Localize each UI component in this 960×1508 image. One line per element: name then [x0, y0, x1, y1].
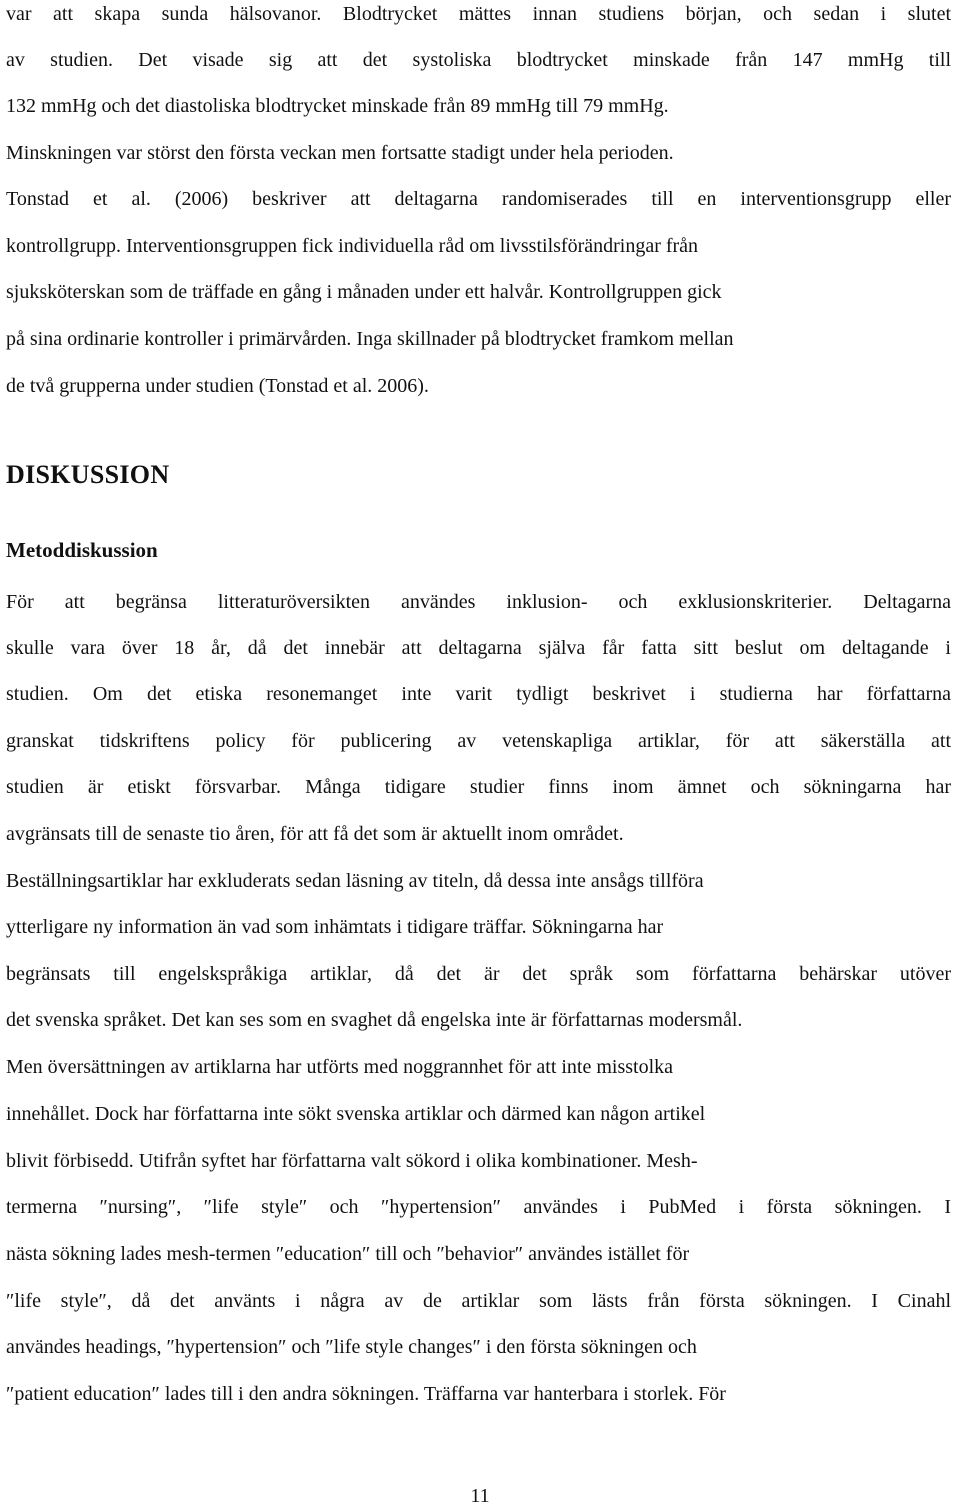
- text-line: studien är etiskt försvarbar. Många tidigare studier finns inom ämnet och sökningarna har: [6, 776, 951, 798]
- text-line: studien. Om det etiska resonemanget inte varit tydligt beskrivet i studierna har författarna: [6, 683, 951, 705]
- text-line: de två grupperna under studien (Tonstad et al. 2006).: [6, 375, 429, 397]
- text-line: För att begränsa litteraturöversikten användes inklusion- och exklusionskriterier. Deltagarna: [6, 591, 951, 613]
- text-line: Minskningen var störst den första veckan men fortsatte stadigt under hela perioden.: [6, 142, 674, 164]
- page-number: 11: [470, 1485, 490, 1507]
- text-line: ″life style″, då det använts i några av de artiklar som lästs från första sökningen. I Cinahl: [6, 1290, 951, 1312]
- text-line: på sina ordinarie kontroller i primärvården. Inga skillnader på blodtrycket framkom mellan: [6, 328, 734, 350]
- text-line: det svenska språket. Det kan ses som en svaghet då engelska inte är författarnas modersmål.: [6, 1009, 743, 1031]
- subsection-heading: Metoddiskussion: [6, 538, 158, 562]
- text-line: blivit förbisedd. Utifrån syftet har författarna valt sökord i olika kombinationer. Mesh-: [6, 1150, 698, 1172]
- text-line: avgränsats till de senaste tio åren, för att få det som är aktuellt inom området.: [6, 823, 624, 845]
- text-line: av studien. Det visade sig att det systoliska blodtrycket minskade från 147 mmHg till: [6, 49, 951, 71]
- text-line: Men översättningen av artiklarna har utförts med noggrannhet för att inte misstolka: [6, 1056, 674, 1078]
- text-line: sjuksköterskan som de träffade en gång i månaden under ett halvår. Kontrollgruppen gick: [6, 281, 722, 303]
- text-line: användes headings, ″hypertension″ och ″life style changes″ i den första sökningen och: [6, 1336, 697, 1358]
- text-line: ytterligare ny information än vad som inhämtats i tidigare träffar. Sökningarna har: [6, 916, 664, 938]
- text-line: termerna ″nursing″, ″life style″ och ″hypertension″ användes i PubMed i första sökningen. I: [6, 1196, 951, 1218]
- text-line: kontrollgrupp. Interventionsgruppen fick individuella råd om livsstilsförändringar från: [6, 235, 699, 257]
- text-line: ″patient education″ lades till i den andra sökningen. Träffarna var hanterbara i storlek. För: [6, 1383, 726, 1405]
- text-line: 132 mmHg och det diastoliska blodtrycket minskade från 89 mmHg till 79 mmHg.: [6, 95, 669, 117]
- text-line: Tonstad et al. (2006) beskriver att deltagarna randomiserades till en interventionsgrupp eller: [6, 188, 951, 210]
- section-heading: DISKUSSION: [6, 460, 170, 489]
- text-line: Beställningsartiklar har exkluderats sedan läsning av titeln, då dessa inte ansågs tillföra: [6, 870, 704, 892]
- text-line: skulle vara över 18 år, då det innebär att deltagarna själva får fatta sitt beslut om deltagande i: [6, 637, 951, 659]
- text-line: begränsats till engelskspråkiga artiklar, då det är det språk som författarna behärskar utöver: [6, 963, 951, 985]
- text-line: innehållet. Dock har författarna inte sökt svenska artiklar och därmed kan någon artikel: [6, 1103, 706, 1125]
- text-line: var att skapa sunda hälsovanor. Blodtrycket mättes innan studiens början, och sedan i slutet: [6, 3, 951, 25]
- text-line: nästa sökning lades mesh-termen ″education″ till och ″behavior″ användes istället för: [6, 1243, 690, 1265]
- text-line: granskat tidskriftens policy för publicering av vetenskapliga artiklar, för att säkerställa att: [6, 730, 951, 752]
